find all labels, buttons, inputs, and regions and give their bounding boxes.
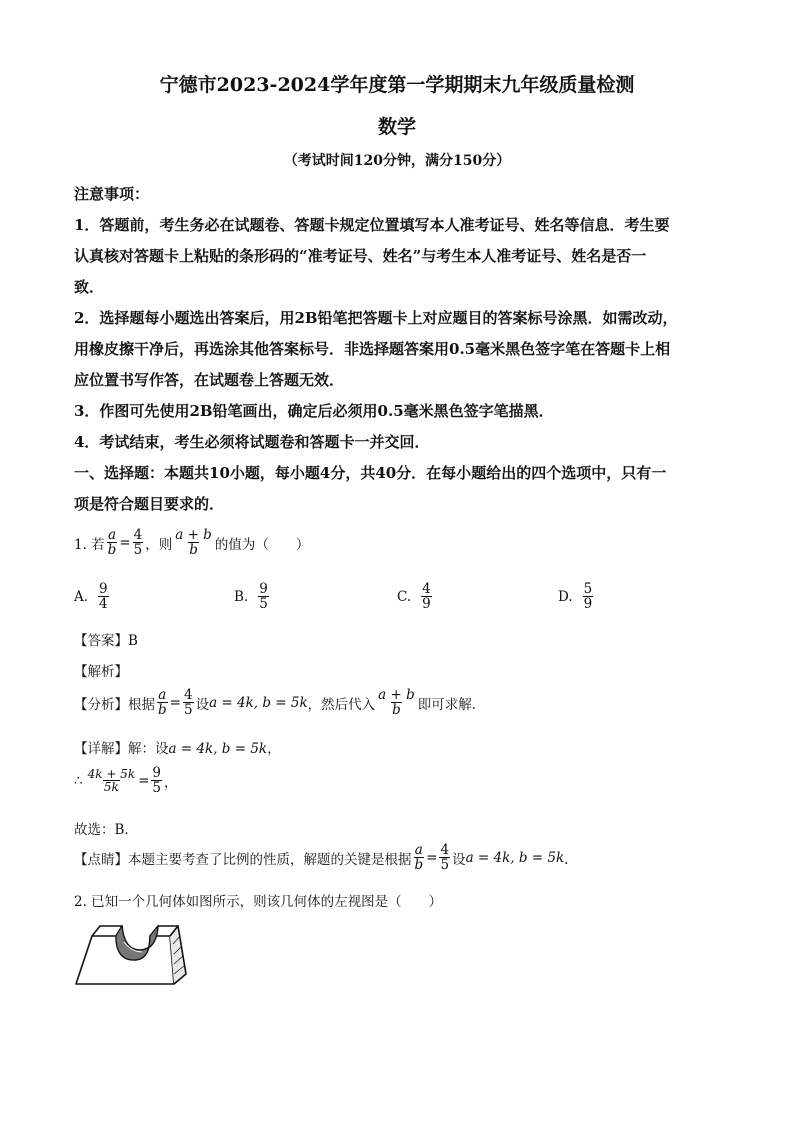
xiangjie-line [74,737,281,757]
text: 设 [452,851,466,868]
frac-den: 5k [103,780,119,795]
option-fraction [98,582,109,611]
note-line: 用橡皮擦干净后，再选涂其他答案标号．非选择题答案用0.5毫米黑色签字笔在答题卡上相 [74,340,671,358]
frac-den: 4 [99,596,108,613]
q1-condition-fraction [107,528,118,557]
dianjing-tag: 【点睛】 [74,851,128,868]
frac-den: b [158,702,167,719]
text: ， [164,774,178,791]
equals-sign: = [169,694,181,711]
frac-den: 9 [583,596,593,613]
frac-den: 5 [259,596,268,613]
text: ． [564,851,578,868]
fraction-4-5 [439,843,450,872]
equals-sign: = [426,849,438,866]
frac-den: b [392,702,401,719]
equation: a = 4k, b = 5k [209,694,308,711]
text: 即可求解． [417,696,486,713]
analysis-tag: 【解析】 [74,664,128,680]
frac-num: a + b [378,687,415,703]
calc-fraction [87,768,137,794]
option-fraction [258,582,269,611]
option-fraction [583,582,594,611]
fenxi-tag: 【分析】 [74,696,128,713]
note-line: 4．考试结束，考生必须将试题卷和答题卡一并交回． [74,433,430,451]
q1-mid-text: ，则 [145,536,173,553]
q1-prefix: 1. 若 [74,536,105,553]
option-label: B. [234,588,249,605]
note-line: 致． [74,278,105,296]
note-line: 1．答题前，考生务必在试题卷、答题卡规定位置填写本人准考证号、姓名等信息．考生要 [74,216,670,234]
note-line: 应位置书写作答，在试题卷上答题无效． [74,371,345,389]
frac-num: 9 [259,581,268,597]
equation: a = 4k, b = 5k [465,849,565,866]
frac-num: 9 [99,581,108,597]
answer-line: 【答案】B [74,633,138,649]
note-line: 2．选择题每小题选出答案后，用2B铅笔把答题卡上对应题目的答案标号涂黑．如需改动， [74,309,678,327]
option-c[interactable] [397,582,434,611]
subject-title: 数学 [377,116,416,138]
q1-condition-value [133,528,144,557]
frac-den: 5 [183,702,193,719]
option-label: C. [397,588,412,605]
frac-den: b [189,542,198,559]
frac-den: b [107,542,117,559]
frac-num: a [107,527,117,543]
equation: a = 4k, b = 5k [168,741,268,757]
frac-num: 9 [152,765,161,781]
option-b[interactable] [234,582,271,611]
text: 解：设 [128,741,169,757]
dianjing-line [74,843,578,872]
note-line: 认真核对答题卡上粘贴的条形码的“准考证号、姓名”与考生本人准考证号、姓名是否一 [74,247,647,265]
calc-line [74,766,178,795]
note-line: 3．作图可先使用2B铅笔画出，确定后必须用0.5毫米黑色签字笔描黑． [74,402,554,420]
fraction-expr [377,688,416,717]
frac-num: 4 [440,842,450,858]
frac-num: 5 [583,581,593,597]
frac-num: 4 [133,527,143,543]
notes-heading: 注意事项： [74,185,150,203]
q1-expression [174,528,213,557]
option-d[interactable] [558,582,595,611]
exam-info: （考试时间120分钟，满分150分） [283,153,511,169]
therefore-symbol: ∴ [74,772,83,789]
option-label: A. [74,588,89,605]
frac-num: a [158,687,167,703]
frac-num: 4 [422,581,431,597]
text: ， [267,741,281,757]
xiangjie-tag: 【详解】 [74,741,128,757]
fraction-a-over-b [157,688,168,717]
exam-title: 宁德市2023-2024学年度第一学期期末九年级质量检测 [159,74,635,96]
question-2: 2. 已知一个几何体如图所示，则该几何体的左视图是（ ） [74,894,443,910]
equals-sign: = [138,772,150,789]
result-fraction [151,766,162,795]
option-fraction [421,582,432,611]
frac-den: 5 [152,780,161,797]
frac-den: 5 [133,542,143,559]
frac-num: 4k + 5k [87,766,136,781]
frac-num: a + b [175,527,212,543]
question-1 [74,528,309,557]
equals-sign: = [119,534,131,551]
text: 本题主要考查了比例的性质，解题的关键是根据 [128,851,412,868]
frac-den: 9 [422,596,431,613]
section-heading-cont: 项是符合题目要求的． [74,495,225,513]
geometry-solid-figure [72,922,192,990]
frac-den: 5 [440,857,450,874]
option-a[interactable] [74,582,111,611]
frac-num: 4 [183,687,193,703]
text: 设 [195,696,210,713]
fraction-4-5 [183,688,194,717]
fraction-a-over-b [414,843,425,872]
frac-num: a [414,842,423,858]
q1-suffix: 的值为（ ） [214,536,310,553]
option-label: D. [558,588,573,605]
choose-line: 故选：B． [74,822,138,838]
text: ，然后代入 [307,696,376,713]
fenxi-line [74,688,485,717]
text: 根据 [128,696,155,713]
section-heading: 一、选择题：本题共10小题，每小题4分，共40分．在每小题给出的四个选项中，只有一 [74,464,667,482]
frac-den: b [414,857,424,874]
